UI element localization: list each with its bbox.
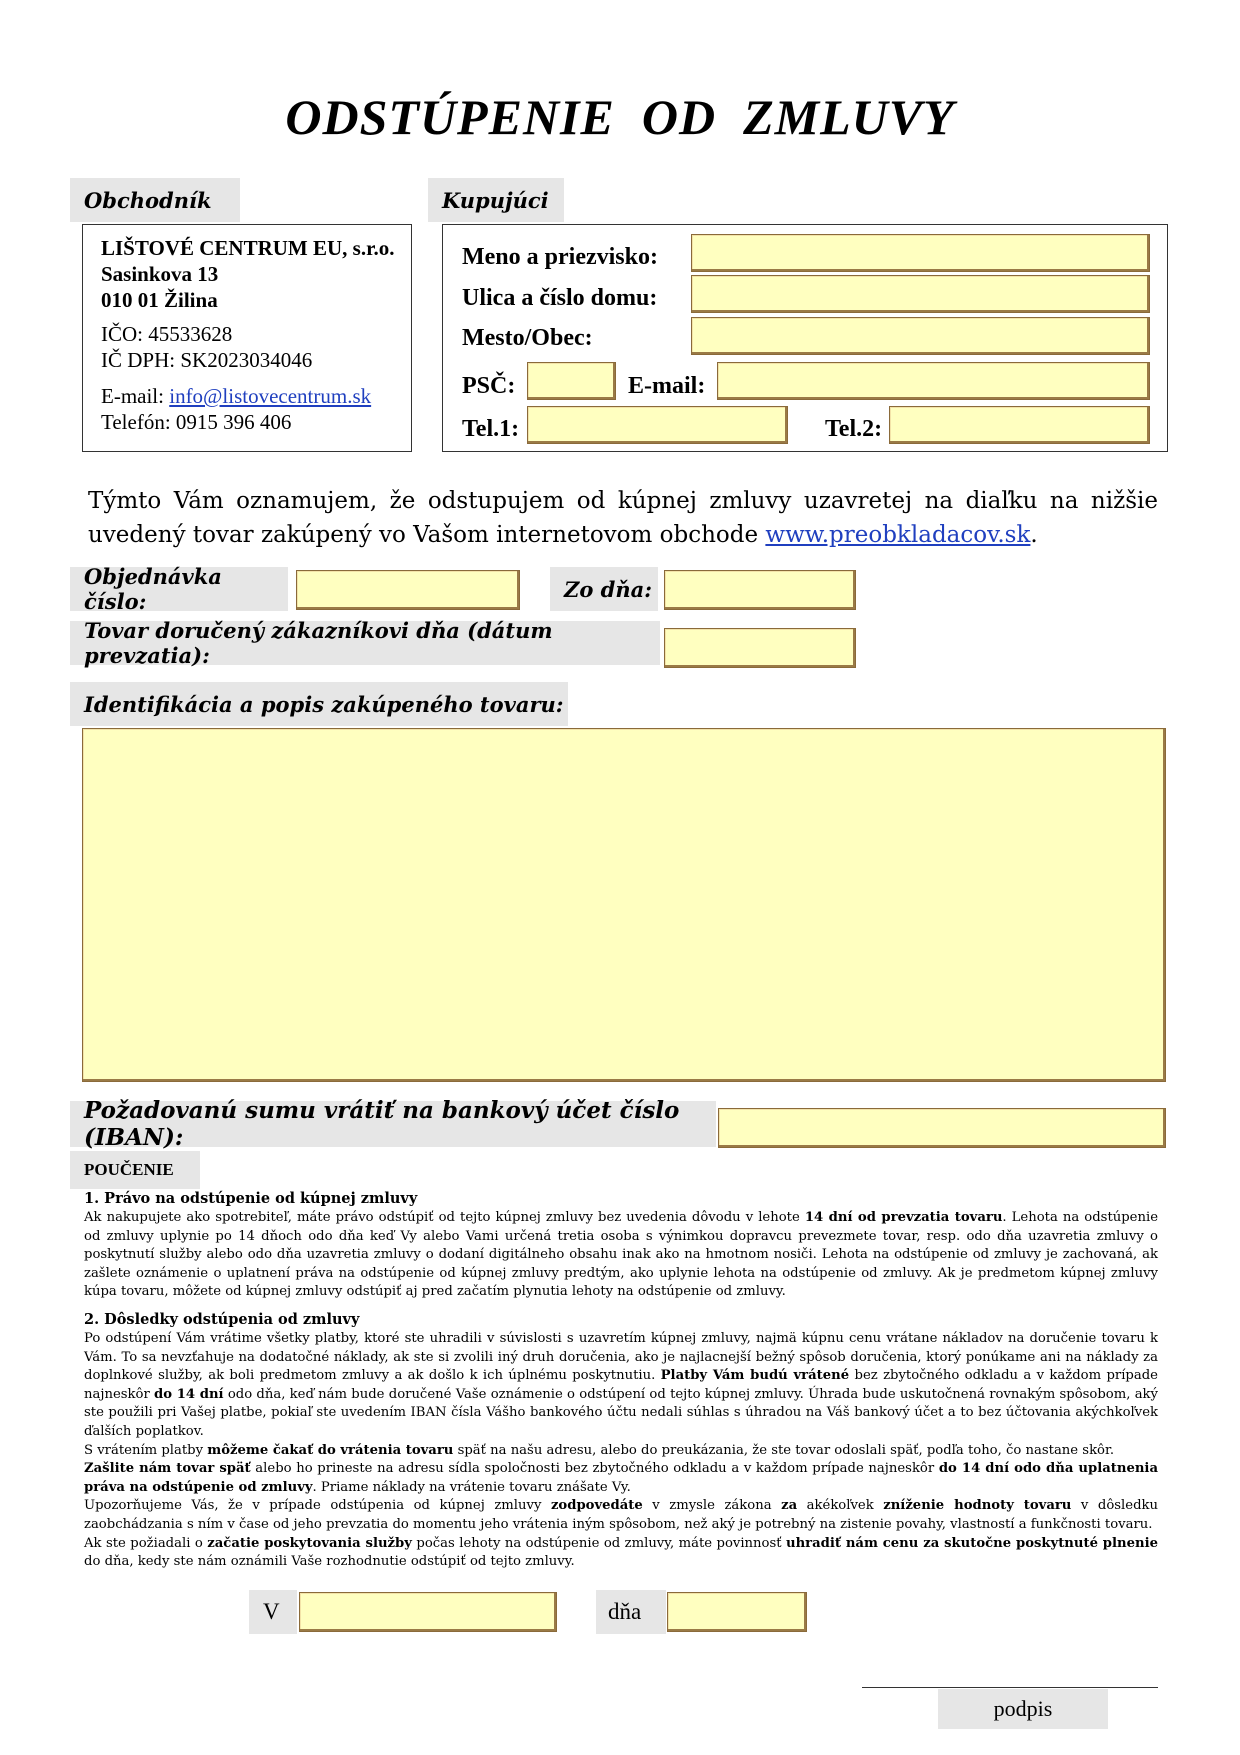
buyer-street-field[interactable] bbox=[691, 275, 1150, 313]
seller-info bbox=[101, 235, 394, 435]
section1-title: 1. Právo na odstúpenie od kúpnej zmluvy bbox=[84, 1190, 418, 1207]
p5-c: v zmysle zákona bbox=[642, 1498, 782, 1514]
buyer-tel2-field[interactable] bbox=[889, 406, 1150, 444]
p6-b: začatie poskytovania služby bbox=[207, 1535, 412, 1551]
seller-name: LIŠTOVÉ CENTRUM EU, s.r.o. bbox=[101, 236, 395, 260]
buyer-tel2-label: Tel.2: bbox=[825, 416, 883, 442]
delivered-date-field[interactable] bbox=[664, 628, 856, 668]
buyer-psc-field[interactable] bbox=[527, 362, 616, 400]
goods-tab: Identifikácia a popis zakúpeného tovaru: bbox=[70, 682, 568, 726]
intro-end: . bbox=[1030, 522, 1038, 548]
p5-d: za bbox=[781, 1498, 798, 1514]
p5-a: Upozorňujeme Vás, že v prípade odstúpenia od kúpnej zmluvy bbox=[84, 1498, 551, 1514]
intro-body: Týmto Vám oznamujem, že odstupujem od kúpnej zmluvy uzavretej na diaľku na nižšie uvedený tovar zakúpený vo Vašom internetovom obchode bbox=[88, 488, 1158, 548]
goods-description-field[interactable] bbox=[82, 728, 1166, 1082]
seller-ico: IČO: 45533628 bbox=[101, 322, 233, 346]
buyer-tel1-field[interactable] bbox=[527, 406, 788, 444]
iban-field[interactable] bbox=[718, 1108, 1166, 1148]
buyer-psc-label: PSČ: bbox=[462, 373, 516, 399]
p4-a: Zašlite nám tovar späť bbox=[84, 1461, 251, 1477]
seller-phone: Telefón: 0915 396 406 bbox=[101, 410, 292, 434]
buyer-email-field[interactable] bbox=[717, 362, 1150, 400]
p4-c: do 14 dní odo dňa uplatnenia práva na odstúpenie od zmluvy bbox=[84, 1461, 1158, 1495]
iban-tab: Požadovanú sumu vrátiť na bankový účet číslo (IBAN): bbox=[70, 1101, 716, 1147]
p6-d: uhradiť nám cenu za skutočne poskytnuté plnenie bbox=[786, 1535, 1158, 1551]
p5-b: zodpovedáte bbox=[550, 1498, 643, 1514]
buyer-city-label: Mesto/Obec: bbox=[462, 325, 593, 351]
s2-c: bez zbytočného odkladu a v každom prípade najneskôr bbox=[84, 1368, 1158, 1402]
seller-email-link[interactable]: info@listovecentrum.sk bbox=[169, 384, 372, 408]
instructions-tab: POUČENIE bbox=[70, 1151, 200, 1189]
date-field[interactable] bbox=[667, 1592, 807, 1632]
p6-e: do dňa, kedy ste nám oznámili Vaše rozhodnutie odstúpiť od tejto zmluvy. bbox=[84, 1554, 575, 1570]
p5-g: v dôsledku zaobchádzania s ním v čase od jeho prevzatia do momentu jeho vrátenia iným spôsobom, než aký je potrebný na zistenie povahy, vlastností a funkčnosti tovaru. bbox=[84, 1498, 1158, 1532]
p5-f: zníženie hodnoty tovaru bbox=[883, 1498, 1072, 1514]
section2-body bbox=[84, 1330, 1158, 1442]
buyer-name-label: Meno a priezvisko: bbox=[462, 244, 658, 270]
p6-c: počas lehoty na odstúpenie od zmluvy, máte povinnosť bbox=[411, 1535, 786, 1551]
s2-a: Po odstúpení Vám vrátime všetky platby, ktoré ste uhradili v súvislosti s uzavretím kúpnej zmluvy, najmä kúpnu cenu vrátane nákladov na doručenie tovaru k Vám. To sa nevzťahuje na dodatočné náklady, ak ste si zvolili iný druh doručenia, ako je najlacnejší bežný spôsob doručenia, ktorý ponúkame ani na náklady za doplnkové služby, ak boli predmetom zmluvy a ak došlo k ich úplnému poskytnutiu. bbox=[84, 1330, 1158, 1384]
buyer-tel1-label: Tel.1: bbox=[462, 416, 520, 442]
instructions-text bbox=[84, 1189, 1158, 1572]
p4-d: . Priame náklady na vrátenie tovaru znášate Vy. bbox=[312, 1479, 631, 1495]
date-label: dňa bbox=[596, 1590, 666, 1634]
buyer-tab: Kupujúci bbox=[428, 178, 564, 222]
paragraph-5 bbox=[84, 1497, 1158, 1534]
intro-text bbox=[88, 484, 1158, 552]
order-date-tab: Zo dňa: bbox=[550, 567, 658, 611]
s1-a: Ak nakupujete ako spotrebiteľ, máte právo odstúpiť od tejto kúpnej zmluvy bez uvedenia dôvodu v lehote bbox=[84, 1210, 805, 1225]
seller-street: Sasinkova 13 bbox=[101, 262, 219, 286]
p3-c: späť na našu adresu, alebo do preukázania, že ste tovar odoslali späť, podľa toho, čo nastane skôr. bbox=[453, 1442, 1115, 1458]
seller-city: 010 01 Žilina bbox=[101, 288, 218, 312]
seller-tab: Obchodník bbox=[70, 178, 240, 222]
signature-line bbox=[862, 1687, 1158, 1688]
buyer-name-field[interactable] bbox=[691, 234, 1150, 272]
paragraph-3 bbox=[84, 1442, 1158, 1461]
s1-b: 14 dní od prevzatia tovaru bbox=[804, 1210, 1003, 1225]
p5-e: akékoľvek bbox=[797, 1498, 884, 1514]
section1-body bbox=[84, 1209, 1158, 1302]
order-number-tab: Objednávka číslo: bbox=[70, 567, 288, 611]
place-field[interactable] bbox=[299, 1592, 557, 1632]
seller-icdph: IČ DPH: SK2023034046 bbox=[101, 348, 313, 372]
s1-c: . Lehota na odstúpenie od zmluvy uplynie po 14 dňoch odo dňa keď Vy alebo Vami určená tretia osoba s výnimkou dopravcu prevezmete tovar, resp. odo dňa uzavretia zmluvy o poskytnutí služby alebo odo dňa uzavretia zmluvy o dodaní digitálneho obsahu inak ako na hmotnom nosiči. Lehota na odstúpenie od zmluvy je zachovaná, ak zašlete oznámenie o uplatnení práva na odstúpenie od kúpnej zmluvy predtým, ako uplynie lehota na odstúpenie od zmluvy. Ak je predmetom kúpnej zmluvy kúpa tovaru, môžete od kúpnej zmluvy odstúpiť aj pred začatím plynutia lehoty na odstúpenie od zmluvy. bbox=[84, 1210, 1158, 1300]
buyer-email-label: E-mail: bbox=[628, 373, 706, 399]
order-date-field[interactable] bbox=[664, 570, 856, 610]
delivered-tab: Tovar doručený zákazníkovi dňa (dátum prevzatia): bbox=[70, 621, 660, 665]
seller-email-line bbox=[101, 383, 394, 409]
s2-e: odo dňa, keď nám bude doručené Vaše oznámenie o odstúpení od tejto kúpnej zmluvy. Úhrada bude uskutočnená rovnakým spôsobom, aký ste použili pri Vašej platbe, pokiaľ ste uvedením IBAN čísla Vášho bankového účtu nedali súhlas s úhradou na Váš bankový účet a to bez účtovania akýchkoľvek ďalších poplatkov. bbox=[84, 1386, 1158, 1439]
paragraph-6 bbox=[84, 1535, 1158, 1572]
paragraph-4 bbox=[84, 1460, 1158, 1497]
p3-b: môžeme čakať do vrátenia tovaru bbox=[207, 1442, 454, 1458]
signature-label: podpis bbox=[938, 1689, 1108, 1729]
section2-title: 2. Dôsledky odstúpenia od zmluvy bbox=[84, 1310, 360, 1328]
p6-a: Ak ste požiadali o bbox=[84, 1535, 208, 1551]
s2-d: do 14 dní bbox=[154, 1386, 224, 1402]
buyer-city-field[interactable] bbox=[691, 317, 1150, 355]
s2-b: Platby Vám budú vrátené bbox=[660, 1368, 850, 1384]
seller-email-label: E-mail: bbox=[101, 384, 170, 408]
place-label: V bbox=[249, 1590, 297, 1634]
buyer-street-label: Ulica a číslo domu: bbox=[462, 285, 658, 311]
order-number-field[interactable] bbox=[296, 570, 520, 610]
p4-b: alebo ho prineste na adresu sídla spoločnosti bez zbytočného odkladu a v každom prípade najneskôr bbox=[250, 1461, 939, 1477]
seller-box bbox=[82, 224, 412, 452]
shop-link[interactable]: www.preobkladacov.sk bbox=[765, 522, 1031, 548]
p3-a: S vrátením platby bbox=[84, 1442, 208, 1458]
page-title: ODSTÚPENIE OD ZMLUVY bbox=[285, 89, 955, 145]
